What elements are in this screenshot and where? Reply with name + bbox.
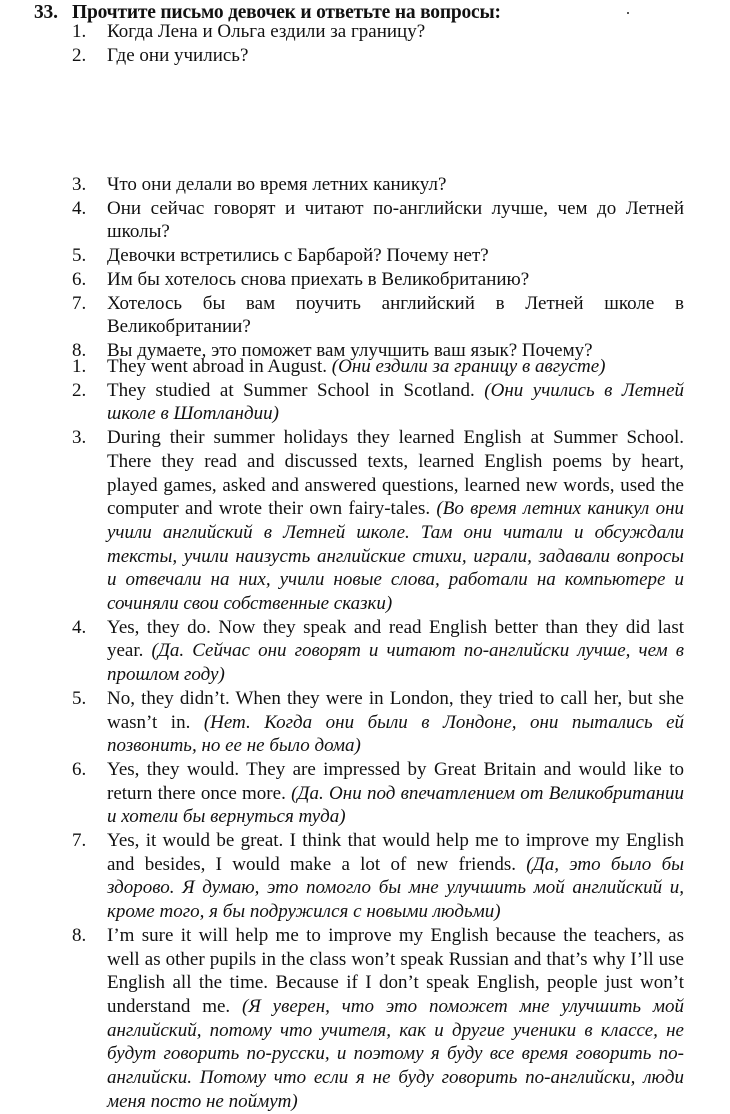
answer-english: They went abroad in August.: [107, 356, 328, 377]
answer-item: [72, 758, 684, 829]
exercise-number: 33.: [34, 2, 58, 23]
answer-english: During their summer holidays they learned English at Summer School. There they read and discussed texts, learned English poems by heart, played games, asked and answered questions, learned new words, used the computer and wrote their own fairy-tales.: [107, 427, 684, 520]
answer-english: No, they didn’t. When they were in London, they tried to call her, but she wasn’t in.: [107, 687, 684, 733]
answer-russian-translation: (Они учились в Летней школе в Шотландии): [107, 379, 684, 425]
answer-number: 4.: [72, 616, 87, 638]
answer-russian-translation: (Да. Они под впечатлением от Великобритании и хотели бы вернуться туда): [107, 782, 685, 828]
answer-english: Yes, they do. Now they speak and read English better than they did last year.: [107, 616, 684, 662]
question-item: [72, 44, 684, 68]
scan-speck: [627, 12, 629, 14]
answer-item: [72, 687, 684, 758]
answer-item: [72, 355, 684, 379]
question-text: Что они делали во время летних каникул?: [107, 174, 447, 195]
answer-russian-translation: (Да, это было бы здорово. Я думаю, это помогло бы мне улучшить мой английский и, кроме того, я бы подружился с новыми людьми): [107, 853, 684, 923]
answer-number: 5.: [72, 687, 87, 709]
answer-item: [72, 616, 684, 687]
answer-number: 2.: [72, 379, 87, 401]
exercise-instruction: Прочтите письмо девочек и ответьте на вопросы:: [72, 2, 501, 23]
answer-english: Yes, they would. They are impressed by Great Britain and would like to return there once more.: [107, 758, 684, 804]
question-number: 2.: [72, 44, 87, 66]
question-text: Когда Лена и Ольга ездили за границу?: [107, 21, 426, 42]
question-text: Вы думаете, это поможет вам улучшить ваш язык? Почему?: [107, 339, 593, 361]
questions-list-part2: [72, 173, 684, 363]
answer-russian-translation: (Да. Сейчас они говорят и читают по-английски лучше, чем в прошлом году): [107, 640, 684, 686]
question-number: 3.: [72, 174, 87, 195]
answer-item: [72, 829, 684, 924]
question-item: [72, 173, 684, 197]
answers-list: [72, 355, 684, 1114]
answer-russian-translation: (Во время летних каникул они учили английский в Летней школе. Там они читали и обсуждали тексты, учили наизусть английские стихи, играли, задавали вопросы и отвечали на них, учили новые слова, работали на компьютере и сочиняли свои собственные сказки): [107, 498, 685, 615]
question-item: [72, 20, 684, 44]
answer-russian-translation: (Я уверен, что это поможет мне улучшить мой английский, потому что учителя, как и другие ученики в классе, не будут говорить по-русски, и поэтому я буду все время говорить по-английски. Потому что если я не буду говорить по-английски, люди меня посто не поймут): [107, 995, 685, 1112]
questions-list-part1: [72, 20, 684, 67]
answer-item: [72, 379, 684, 426]
question-number: 1.: [72, 21, 87, 42]
question-text: Им бы хотелось снова приехать в Великобританию?: [107, 268, 530, 290]
question-text: Девочки встретились с Барбарой? Почему нет?: [107, 245, 489, 267]
answer-english: They studied at Summer School in Scotland.: [107, 379, 475, 401]
answer-number: 1.: [72, 356, 87, 377]
question-text: Где они учились?: [107, 44, 249, 66]
question-number: 6.: [72, 268, 87, 290]
question-number: 5.: [72, 245, 87, 267]
question-text: Хотелось бы вам поучить английский в Летней школе в Великобритании?: [107, 292, 684, 338]
question-item: [72, 292, 684, 339]
answer-number: 7.: [72, 830, 87, 852]
question-item: [72, 244, 684, 268]
answer-english: I’m sure it will help me to improve my English because the teachers, as well as other pupils in the class won’t speak Russian and that’s why I’ll use English all the time. Because if I don’t speak English, people just won’t understand me.: [107, 924, 684, 1017]
question-number: 4.: [72, 197, 87, 219]
answer-item: [72, 426, 684, 616]
answer-number: 6.: [72, 758, 87, 780]
answer-number: 8.: [72, 924, 87, 946]
answer-russian-translation: (Нет. Когда они были в Лондоне, они пытались ей позвонить, но ее не было дома): [107, 711, 685, 757]
answer-russian-translation: (Они ездили за границу в августе): [331, 356, 606, 377]
answer-item: [72, 924, 684, 1114]
question-item: [72, 268, 684, 292]
answer-english: Yes, it would be great. I think that would help me to improve my English and besides, I would make a lot of new friends.: [107, 830, 684, 875]
question-text: Они сейчас говорят и читают по-английски лучше, чем до Летней школы?: [107, 197, 684, 243]
question-number: 8.: [72, 339, 87, 361]
answer-number: 3.: [72, 427, 87, 449]
question-item: [72, 197, 684, 244]
question-number: 7.: [72, 292, 87, 314]
